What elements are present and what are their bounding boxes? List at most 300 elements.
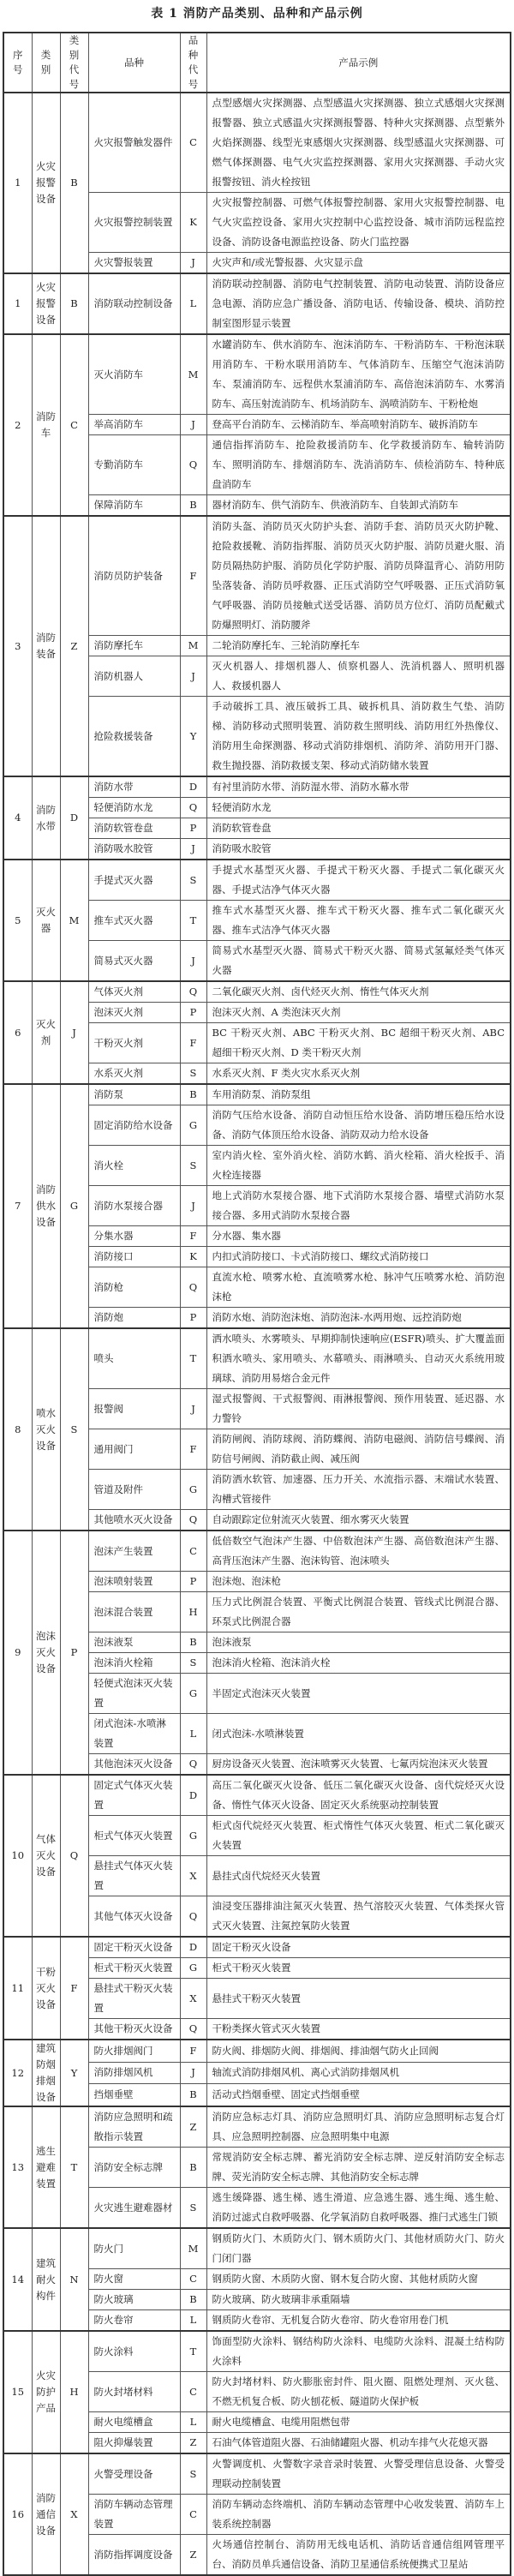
group-category-code: X <box>60 2453 88 2575</box>
variety-code-cell: S <box>180 2188 206 2229</box>
product-category-table <box>3 32 511 2576</box>
variety-cell: 泡沫产生装置 <box>88 1531 180 1572</box>
group-seq: 1 <box>3 273 32 334</box>
variety-code-cell: Z <box>180 2433 206 2454</box>
category-line: 气体 <box>36 1833 56 1845</box>
category-line: 灭火 <box>36 1849 56 1861</box>
variety-code-cell: Q <box>180 435 206 495</box>
examples-cell: 钢质防火门、木质防火门、钢木质防火门、其他材质防火门、防火门闭门器 <box>206 2228 511 2269</box>
examples-cell: 柜式干粉灭火装置 <box>206 1958 511 1979</box>
group-seq: 1 <box>3 93 32 273</box>
group-category <box>32 2106 60 2228</box>
variety-cell: 闭式泡沫-水喷淋装置 <box>88 1714 180 1754</box>
category-line: 灭火 <box>36 906 56 918</box>
category-line: 剂 <box>40 1034 51 1046</box>
table-row <box>3 2228 511 2269</box>
category-line: 设备 <box>36 1866 56 1878</box>
category-line: 防烟 <box>36 2058 56 2070</box>
variety-cell: 泡沫灭火剂 <box>88 1003 180 1023</box>
header-seq: 序号 <box>3 33 32 93</box>
group-category-code: T <box>60 2106 88 2228</box>
variety-code-cell: F <box>180 516 206 636</box>
variety-code-cell: K <box>180 193 206 253</box>
examples-cell: 消防气压给水设备、消防自动恒压给水设备、消防增压稳压给水设备、消防气体顶压给水设备、消防双动力给水设备 <box>206 1105 511 1146</box>
category-line: 火灾 <box>36 281 56 293</box>
table-row <box>3 1531 511 1572</box>
group-category <box>32 273 60 334</box>
variety-cell: 消防车辆动态管理装置 <box>88 2495 180 2535</box>
group-category <box>32 1775 60 1937</box>
examples-cell: 水系灭火剂、F 类火灾水系灭火剂 <box>206 1063 511 1085</box>
variety-code-cell: G <box>180 1816 206 1856</box>
variety-code-cell: G <box>180 1470 206 1510</box>
group-seq: 11 <box>3 1937 32 2040</box>
group-category-code: M <box>60 860 88 981</box>
group-seq: 3 <box>3 516 32 776</box>
group-seq: 4 <box>3 776 32 860</box>
group-seq: 10 <box>3 1775 32 1937</box>
examples-cell: 柜式卤代烷烃灭火装置、柜式惰性气体灭火装置、柜式二氧化碳灭火装置 <box>206 1816 511 1856</box>
group-category-code: G <box>60 1084 88 1328</box>
category-line: 设备 <box>36 1998 56 2010</box>
variety-code-cell: J <box>180 1389 206 1429</box>
examples-cell: 消防头盔、消防员灭火防护头套、消防手套、消防员灭火防护靴、抢险救援靴、消防指挥服、消防员灭火防护服、消防员避火服、消防员隔热防护服、消防员化学防护服、消防员降温背心、消防用防坠落装备、消防员呼救器、正压式消防空气呼吸器、正压式消防氧气呼吸器、消防员接触式送受话器、消防员方位灯、消防员配戴式防爆照明灯、消防腰斧 <box>206 516 511 636</box>
table-row <box>3 776 511 798</box>
category-line: 消防 <box>36 410 56 422</box>
variety-code-cell: J <box>180 656 206 697</box>
variety-cell: 轻便消防水龙 <box>88 798 180 818</box>
group-seq: 8 <box>3 1328 32 1531</box>
variety-cell: 消防应急照明和疏散指示装置 <box>88 2106 180 2148</box>
category-line: 水带 <box>36 819 56 832</box>
examples-cell: 半固定式泡沫灭火装置 <box>206 1674 511 1714</box>
group-category <box>32 1937 60 2040</box>
group-category <box>32 93 60 273</box>
variety-code-cell: J <box>180 941 206 982</box>
table-row <box>3 334 511 415</box>
group-category <box>32 1531 60 1775</box>
examples-cell: 消防吸水胶管 <box>206 839 511 860</box>
examples-cell: 常规消防安全标志牌、蓄光消防安全标志牌、逆反射消防安全标志牌、荧光消防安全标志牌、其他消防安全标志牌 <box>206 2148 511 2188</box>
variety-cell: 消防泵 <box>88 1084 180 1105</box>
category-line: 火灾 <box>36 160 56 172</box>
group-category <box>32 2453 60 2575</box>
variety-code-cell: J <box>180 2062 206 2084</box>
variety-code-cell: C <box>180 2495 206 2535</box>
examples-cell: 泡沫炮、泡沫枪 <box>206 1572 511 1592</box>
category-line: 消防 <box>36 2491 56 2504</box>
variety-cell: 消防炮 <box>88 1308 180 1329</box>
variety-code-cell: F <box>180 1023 206 1063</box>
examples-cell: 火警调度机、火警数字录音录时装置、火警受理信息设备、火警受理联动控制装置 <box>206 2453 511 2495</box>
category-line: 设备 <box>36 1216 56 1228</box>
category-line: 逃生 <box>36 2144 56 2157</box>
examples-cell: 钢质防火卷帘、无机复合防火卷帘、防火卷帘用卷门机 <box>206 2310 511 2332</box>
variety-code-cell: L <box>180 2310 206 2332</box>
variety-code-cell: Q <box>180 2019 206 2040</box>
group-seq: 14 <box>3 2228 32 2331</box>
category-line: 灭火 <box>36 1018 56 1030</box>
category-line: 器 <box>40 922 51 934</box>
group-seq: 9 <box>3 1531 32 1775</box>
examples-cell: 湿式报警阀、干式报警阀、雨淋报警阀、预作用装置、延迟器、水力警铃 <box>206 1389 511 1429</box>
table-title: 表 1 消防产品类别、品种和产品示例 <box>151 7 363 21</box>
examples-cell: 洒水喷头、水雾喷头、早期抑制快速响应(ESFR)喷头、扩大覆盖面积洒水喷头、家用喷头、水幕喷头、雨淋喷头、自动灭火系统用玻璃球、消防用易熔合金元件 <box>206 1328 511 1389</box>
category-line: 喷水 <box>36 1406 56 1419</box>
group-seq: 13 <box>3 2106 32 2228</box>
category-line: 消防 <box>36 803 56 816</box>
variety-code-cell: B <box>180 2148 206 2188</box>
table-row <box>3 1328 511 1389</box>
group-category-code: P <box>60 1531 88 1775</box>
variety-cell: 消防软管卷盘 <box>88 818 180 839</box>
variety-cell: 火警受理设备 <box>88 2453 180 2495</box>
variety-code-cell: P <box>180 1572 206 1592</box>
category-line: 装备 <box>36 648 56 660</box>
group-category-code: D <box>60 776 88 860</box>
variety-code-cell: B <box>180 1632 206 1653</box>
group-category <box>32 2040 60 2106</box>
variety-code-cell: Q <box>180 798 206 818</box>
header-category-code: 类别代号 <box>60 33 88 93</box>
category-line: 设备 <box>36 1439 56 1452</box>
examples-cell: 消防软管卷盘 <box>206 818 511 839</box>
examples-cell: 二轮消防摩托车、三轮消防摩托车 <box>206 636 511 656</box>
variety-code-cell: S <box>180 2453 206 2495</box>
variety-cell: 消防吸水胶管 <box>88 839 180 860</box>
variety-code-cell: G <box>180 1958 206 1979</box>
variety-cell: 防火卷帘 <box>88 2310 180 2332</box>
table-row <box>3 2331 511 2372</box>
variety-code-cell: T <box>180 901 206 941</box>
variety-cell: 火灾警报装置 <box>88 253 180 274</box>
variety-code-cell: M <box>180 334 206 415</box>
table-header-row <box>3 33 511 93</box>
variety-cell: 专勤消防车 <box>88 435 180 495</box>
table-row <box>3 2040 511 2062</box>
examples-cell: 车用消防泵、消防泵组 <box>206 1084 511 1105</box>
variety-code-cell: Y <box>180 697 206 777</box>
examples-cell: 推车式水基型灭火器、推车式干粉灭火器、推车式二氧化碳灭火器、推车式洁净气体灭火器 <box>206 901 511 941</box>
category-line: 设备 <box>36 2524 56 2537</box>
variety-code-cell: J <box>180 1186 206 1226</box>
examples-cell: 悬挂式干粉灭火装置 <box>206 1979 511 2019</box>
examples-cell: 消防车辆动态终端机、消防车辆动态管理中心收发装置、消防车上装系统控制器 <box>206 2495 511 2535</box>
variety-cell: 防火排烟阀门 <box>88 2040 180 2062</box>
variety-code-cell: F <box>180 1226 206 1247</box>
variety-code-cell: S <box>180 1653 206 1674</box>
variety-cell: 抢险救援装备 <box>88 697 180 777</box>
variety-cell: 固定消防给水设备 <box>88 1105 180 1146</box>
examples-cell: 简易式水基型灭火器、简易式干粉灭火器、简易式氢氟烃类气体灭火器 <box>206 941 511 982</box>
examples-cell: 消防洒水软管、加速器、压力开关、水流指示器、末端试水装置、沟槽式管接件 <box>206 1470 511 1510</box>
variety-cell: 悬挂式干粉灭火装置 <box>88 1979 180 2019</box>
group-category-code: B <box>60 93 88 273</box>
variety-cell: 其他干粉灭火设备 <box>88 2019 180 2040</box>
variety-code-cell: B <box>180 495 206 517</box>
examples-cell: 防火玻璃、防火玻璃非承重隔墙 <box>206 2290 511 2310</box>
variety-cell: 分集水器 <box>88 1226 180 1247</box>
variety-cell: 固定干粉灭火设备 <box>88 1937 180 1958</box>
category-line: 设备 <box>36 314 56 326</box>
category-line: 供水 <box>36 1200 56 1212</box>
category-line: 灭火 <box>36 1646 56 1658</box>
variety-code-cell: D <box>180 776 206 798</box>
examples-cell: 手动破拆工具、液压破拆工具、破拆机具、消防救生气垫、消防梯、消防移动式照明装置、消防救生照明线、消防用红外热像仪、消防用生命探测器、移动式消防排烟机、消防斧、消防用开门器、救生抛投器、消防救援支架、移动式消防储水装置 <box>206 697 511 777</box>
examples-cell: 消防闸阀、消防球阀、消防蝶阀、消防电磁阀、消防信号蝶阀、消防信号闸阀、消防截止阀、减压阀 <box>206 1429 511 1470</box>
group-category <box>32 981 60 1084</box>
variety-code-cell: Q <box>180 1267 206 1308</box>
variety-code-cell: Z <box>180 2106 206 2148</box>
category-line: 耐火 <box>36 2273 56 2285</box>
variety-code-cell: B <box>180 2290 206 2310</box>
category-line: 火灾 <box>36 2369 56 2381</box>
group-seq: 15 <box>3 2331 32 2453</box>
examples-cell: 低倍数空气泡沫产生器、中倍数泡沫产生器、高倍数泡沫产生器、高背压泡沫产生器、泡沫钩管、泡沫喷头 <box>206 1531 511 1572</box>
variety-code-cell: B <box>180 1084 206 1105</box>
examples-cell: 泡沫液泵 <box>206 1632 511 1653</box>
variety-code-cell: D <box>180 1775 206 1816</box>
variety-code-cell: P <box>180 1003 206 1023</box>
variety-cell: 喷头 <box>88 1328 180 1389</box>
examples-cell: 厨房设备灭火装置、泡沫喷雾灭火装置、七氟丙烷泡沫灭火装置 <box>206 1754 511 1776</box>
examples-cell: 灭火机器人、排烟机器人、侦察机器人、洗消机器人、照明机器人、救援机器人 <box>206 656 511 697</box>
variety-cell: 其他泡沫灭火设备 <box>88 1754 180 1776</box>
variety-cell: 消防安全标志牌 <box>88 2148 180 2188</box>
group-category <box>32 2228 60 2331</box>
variety-cell: 防火玻璃 <box>88 2290 180 2310</box>
variety-code-cell: L <box>180 2412 206 2433</box>
examples-cell: 内扣式消防接口、卡式消防接口、螺纹式消防接口 <box>206 1247 511 1267</box>
variety-cell: 管道及附件 <box>88 1470 180 1510</box>
variety-cell: 轻便式泡沫灭火装置 <box>88 1674 180 1714</box>
examples-cell: 高压二氧化碳灭火设备、低压二氧化碳灭火设备、卤代烷烃灭火设备、惰性气体灭火设备、固定灭火系统驱动控制装置 <box>206 1775 511 1816</box>
variety-code-cell: T <box>180 1328 206 1389</box>
category-line: 报警 <box>36 297 56 309</box>
table-row <box>3 2106 511 2148</box>
group-category-code: B <box>60 273 88 334</box>
group-seq: 16 <box>3 2453 32 2575</box>
table-row <box>3 860 511 901</box>
variety-cell: 悬挂式气体灭火装置 <box>88 1856 180 1896</box>
group-seq: 5 <box>3 860 32 981</box>
examples-cell: 固定干粉灭火设备 <box>206 1937 511 1958</box>
variety-code-cell: C <box>180 93 206 193</box>
category-line: 车 <box>40 427 51 439</box>
header-variety-code: 品种代号 <box>180 33 206 93</box>
examples-cell: 泡沫消火栓箱、泡沫消火栓 <box>206 1653 511 1674</box>
variety-code-cell: S <box>180 1063 206 1085</box>
variety-code-cell: S <box>180 860 206 901</box>
examples-cell: 压力式比例混合装置、平衡式比例混合装置、管线式比例混合器、环泵式比例混合器 <box>206 1592 511 1632</box>
category-line: 装置 <box>36 2177 56 2190</box>
examples-cell: 火灾报警控制器、可燃气体报警控制器、家用火灾报警控制器、电气火灾监控设备、家用火灾控制中心监控设备、城市消防远程监控设备、消防设备电源监控设备、防火门监控器 <box>206 193 511 253</box>
variety-cell: 消防摩托车 <box>88 636 180 656</box>
variety-cell: 防火窗 <box>88 2269 180 2290</box>
examples-cell: 消防联动控制器、消防电气控制装置、消防电动装置、消防设备应急电源、消防应急广播设备、消防电话、传输设备、模块、消防控制室图形显示装置 <box>206 273 511 334</box>
examples-cell: 油浸变压器排油注氮灭火装置、热气溶胶灭火装置、气体类探火管式灭火装置、注氮控氧防火装置 <box>206 1896 511 1938</box>
group-category <box>32 860 60 981</box>
examples-cell: 自动跟踪定位射流灭火装置、细水雾灭火装置 <box>206 1510 511 1531</box>
table-row <box>3 2453 511 2495</box>
variety-code-cell: P <box>180 818 206 839</box>
variety-cell: 消防联动控制设备 <box>88 273 180 334</box>
variety-cell: 消防机器人 <box>88 656 180 697</box>
group-category-code: J <box>60 981 88 1084</box>
examples-cell: 防火阀、排烟防火阀、排烟阀、排油烟气防火止回阀 <box>206 2040 511 2062</box>
category-line: 设备 <box>36 2091 56 2103</box>
variety-code-cell: H <box>180 1592 206 1632</box>
examples-cell: 逃生缓降器、逃生梯、逃生滑道、应急逃生器、逃生绳、逃生舱、消防过滤式自救呼吸器、化学氧消防自救呼吸器、推闩式逃生门锁 <box>206 2188 511 2229</box>
variety-cell: 通用阀门 <box>88 1429 180 1470</box>
category-line: 设备 <box>36 193 56 205</box>
category-line: 构件 <box>36 2289 56 2302</box>
table-row <box>3 273 511 334</box>
variety-code-cell: J <box>180 253 206 274</box>
variety-cell: 消防排烟风机 <box>88 2062 180 2084</box>
table-row <box>3 516 511 636</box>
examples-cell: 石油气体管道阻火器、石油储罐阻火器、机动车排气火花熄灭器 <box>206 2433 511 2454</box>
category-line: 灭火 <box>36 1423 56 1435</box>
table-row <box>3 93 511 193</box>
category-line: 避难 <box>36 2160 56 2173</box>
examples-cell: 有衬里消防水带、消防湿水带、消防水幕水带 <box>206 776 511 798</box>
variety-cell: 挡烟垂壁 <box>88 2084 180 2106</box>
header-examples: 产品示例 <box>206 33 511 93</box>
variety-code-cell: Z <box>180 2535 206 2576</box>
group-category-code: Q <box>60 1775 88 1937</box>
variety-cell: 推车式灭火器 <box>88 901 180 941</box>
variety-code-cell: T <box>180 2331 206 2372</box>
variety-code-cell: X <box>180 1979 206 2019</box>
examples-cell: 耐火电缆槽盒、电缆用阻燃包带 <box>206 2412 511 2433</box>
examples-cell: 火场通信控制台、消防用无线电话机、消防话音通信组网管理平台、消防员单兵通信设备、消防卫星通信系统便携式卫星站 <box>206 2535 511 2576</box>
variety-code-cell: Q <box>180 1896 206 1938</box>
group-category-code: H <box>60 2331 88 2453</box>
group-seq: 7 <box>3 1084 32 1328</box>
examples-cell: 点型感烟火灾探测器、点型感温火灾探测器、独立式感烟火灾探测报警器、独立式感温火灾探测报警器、特种火灾探测器、点型紫外火焰探测器、线型光束感烟火灾探测器、线型感温火灾探测器、可燃气体探测器、电气火灾监控探测器、家用火灾探测器、手动火灾报警按钮、消火栓按钮 <box>206 93 511 193</box>
examples-cell: 活动式挡烟垂壁、固定式挡烟垂壁 <box>206 2084 511 2106</box>
variety-code-cell: L <box>180 273 206 334</box>
examples-cell: 消防水炮、消防泡沫炮、消防泡沫-水两用炮、远控消防炮 <box>206 1308 511 1329</box>
variety-cell: 简易式灭火器 <box>88 941 180 982</box>
table-body <box>3 93 511 2575</box>
variety-code-cell: F <box>180 1429 206 1470</box>
examples-cell: 轴流式消防排烟风机、离心式消防排烟风机 <box>206 2062 511 2084</box>
examples-cell: 登高平台消防车、云梯消防车、举高喷射消防车、破拆消防车 <box>206 415 511 435</box>
variety-cell: 固定式气体灭火装置 <box>88 1775 180 1816</box>
examples-cell: 饰面型防火涂料、钢结构防火涂料、电缆防火涂料、混凝土结构防火涂料 <box>206 2331 511 2372</box>
variety-cell: 柜式干粉灭火装置 <box>88 1958 180 1979</box>
group-category-code: N <box>60 2228 88 2331</box>
variety-cell: 泡沫消火栓箱 <box>88 1653 180 1674</box>
variety-code-cell: M <box>180 636 206 656</box>
variety-cell: 泡沫喷射装置 <box>88 1572 180 1592</box>
group-category-code: S <box>60 1328 88 1531</box>
variety-code-cell: X <box>180 1856 206 1896</box>
variety-cell: 防火封堵材料 <box>88 2372 180 2412</box>
category-line: 防护 <box>36 2386 56 2398</box>
table-row <box>3 981 511 1003</box>
table-row <box>3 1775 511 1816</box>
variety-cell: 报警阀 <box>88 1389 180 1429</box>
category-line: 通信 <box>36 2507 56 2520</box>
category-line: 泡沫 <box>36 1630 56 1642</box>
variety-cell: 气体灭火剂 <box>88 981 180 1003</box>
examples-cell: 泡沫灭火剂、A 类泡沫灭火剂 <box>206 1003 511 1023</box>
group-category <box>32 334 60 516</box>
examples-cell: 手提式水基型灭火器、手提式干粉灭火器、手提式二氧化碳灭火器、手提式洁净气体灭火器 <box>206 860 511 901</box>
examples-cell: 器材消防车、供气消防车、供液消防车、自装卸式消防车 <box>206 495 511 517</box>
group-category <box>32 776 60 860</box>
examples-cell: 二氧化碳灭火剂、卤代烃灭火剂、惰性气体灭火剂 <box>206 981 511 1003</box>
variety-cell: 灭火消防车 <box>88 334 180 415</box>
variety-code-cell: C <box>180 2269 206 2290</box>
variety-cell: 火灾逃生避难器材 <box>88 2188 180 2229</box>
variety-code-cell: C <box>180 2372 206 2412</box>
group-seq: 6 <box>3 981 32 1084</box>
variety-code-cell: C <box>180 1531 206 1572</box>
group-category-code: Y <box>60 2040 88 2106</box>
variety-code-cell: D <box>180 1937 206 1958</box>
examples-cell: 地上式消防水泵接合器、地下式消防水泵接合器、墙壁式消防水泵接合器、多用式消防水泵接合器 <box>206 1186 511 1226</box>
variety-code-cell: M <box>180 2228 206 2269</box>
variety-code-cell: Q <box>180 1754 206 1776</box>
header-variety: 品种 <box>88 33 180 93</box>
variety-cell: 消防员防护装备 <box>88 516 180 636</box>
variety-cell: 阻火抑爆装置 <box>88 2433 180 2454</box>
examples-cell: 火灾声和/或光警报器、火灾显示盘 <box>206 253 511 274</box>
category-line: 报警 <box>36 177 56 189</box>
variety-code-cell: P <box>180 1308 206 1329</box>
variety-cell: 手提式灭火器 <box>88 860 180 901</box>
variety-code-cell: K <box>180 1247 206 1267</box>
variety-code-cell: Q <box>180 1510 206 1531</box>
variety-cell: 消火栓 <box>88 1146 180 1186</box>
category-line: 产品 <box>36 2402 56 2414</box>
group-category <box>32 2331 60 2453</box>
examples-cell: 通信指挥消防车、抢险救援消防车、化学救援消防车、输转消防车、照明消防车、排烟消防车、洗消消防车、侦检消防车、特种底盘消防车 <box>206 435 511 495</box>
group-seq: 12 <box>3 2040 32 2106</box>
variety-cell: 泡沫液泵 <box>88 1632 180 1653</box>
table-row <box>3 1937 511 1958</box>
variety-code-cell: B <box>180 2084 206 2106</box>
examples-cell: 干粉类探火管式灭火装置 <box>206 2019 511 2040</box>
group-category <box>32 1084 60 1328</box>
variety-code-cell: Q <box>180 981 206 1003</box>
category-line: 排烟 <box>36 2075 56 2087</box>
category-line: 建筑 <box>36 2042 56 2054</box>
variety-cell: 水系灭火剂 <box>88 1063 180 1085</box>
variety-code-cell: S <box>180 1146 206 1186</box>
examples-cell: 闭式泡沫-水喷淋装置 <box>206 1714 511 1754</box>
variety-cell: 耐火电缆槽盒 <box>88 2412 180 2433</box>
variety-cell: 其他喷水灭火设备 <box>88 1510 180 1531</box>
category-line: 消防 <box>36 632 56 644</box>
category-line: 灭火 <box>36 1981 56 1994</box>
variety-code-cell: G <box>180 1105 206 1146</box>
group-seq: 2 <box>3 334 32 516</box>
category-line: 设备 <box>36 1662 56 1674</box>
variety-code-cell: L <box>180 1714 206 1754</box>
examples-cell: 分水器、集水器 <box>206 1226 511 1247</box>
examples-cell: 室内消火栓、室外消火栓、消防水鹤、消火栓箱、消火栓扳手、消火栓连接器 <box>206 1146 511 1186</box>
group-category-code: Z <box>60 516 88 776</box>
variety-cell: 防火门 <box>88 2228 180 2269</box>
examples-cell: 防火封堵材料、防火膨胀密封件、阻火圈、阻燃处理剂、灭火毯、不燃无机复合板、防火刨花板、隧道防火保护板 <box>206 2372 511 2412</box>
variety-cell: 火灾报警控制装置 <box>88 193 180 253</box>
category-line: 干粉 <box>36 1965 56 1978</box>
